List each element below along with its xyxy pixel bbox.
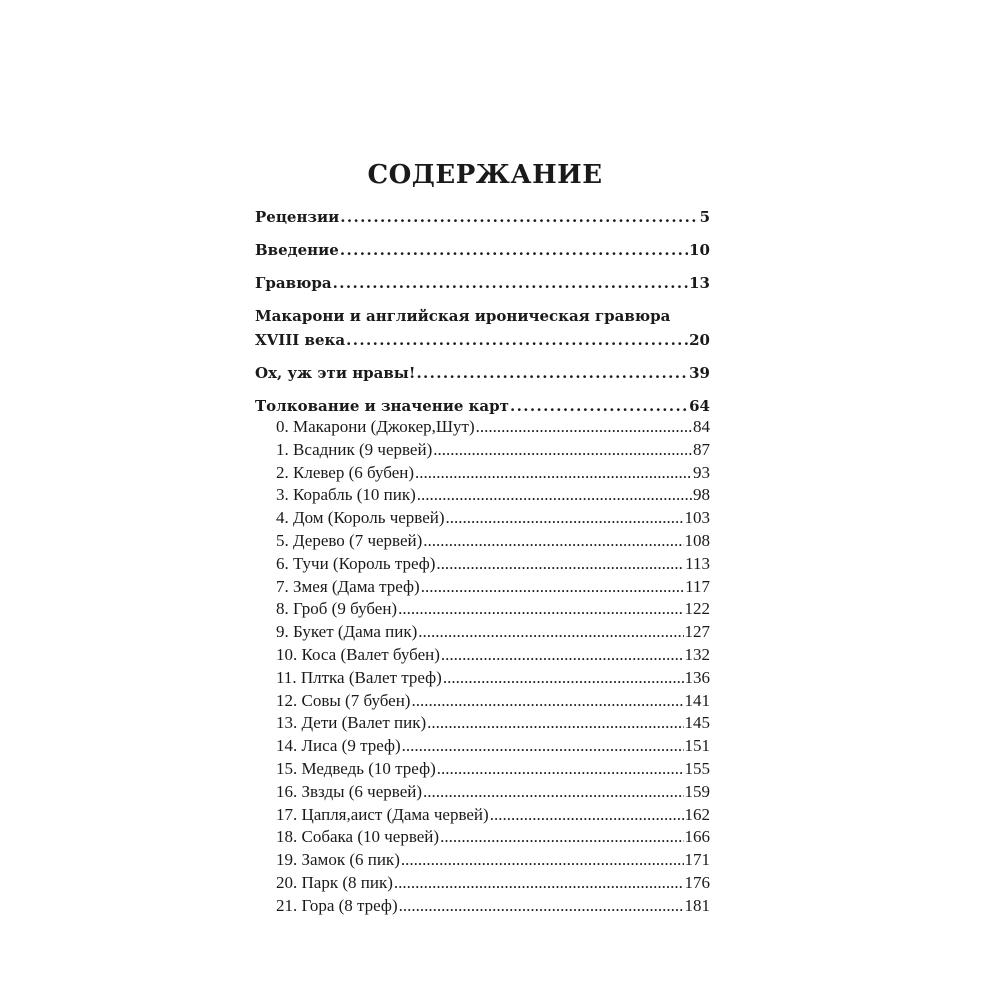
toc-card-entry[interactable]: [276, 781, 710, 804]
toc-entry-page: 155: [684, 758, 710, 778]
toc-entry-page: 122: [684, 599, 710, 619]
dot-leader: [446, 507, 684, 530]
dot-leader: [441, 644, 684, 667]
dot-leader: [402, 735, 684, 758]
toc-entry-page: 159: [684, 781, 710, 801]
dot-leader: [427, 712, 683, 735]
toc-card-entry[interactable]: [276, 484, 710, 507]
toc-entry-page: 108: [684, 530, 710, 550]
toc-entry-manners[interactable]: [255, 363, 710, 383]
toc-entry-reviews[interactable]: [255, 207, 710, 227]
toc-entry-page: 5: [699, 208, 710, 226]
toc-entry-page: 93: [693, 462, 710, 482]
dot-leader: [423, 781, 683, 804]
toc-entry-page: 127: [684, 622, 710, 642]
toc-entry-page: 117: [685, 576, 710, 596]
dot-leader: [415, 462, 692, 485]
toc-entry-label: 3. Корабль (10 пик): [276, 485, 416, 505]
table-of-contents: [255, 207, 710, 918]
toc-entry-introduction[interactable]: [255, 240, 710, 260]
toc-entry-engraving[interactable]: [255, 273, 710, 293]
toc-entry-page: 87: [693, 439, 710, 459]
toc-entry-label: 12. Совы (7 бубен): [276, 690, 411, 710]
toc-entry-label: 10. Коса (Валет бубен): [276, 644, 440, 664]
toc-entry-page: 39: [689, 364, 710, 382]
dot-leader: [417, 484, 692, 507]
toc-entry-page: 113: [685, 553, 710, 573]
dot-leader: [423, 530, 683, 553]
toc-entry-page: 103: [684, 508, 710, 528]
toc-card-entry[interactable]: [276, 576, 710, 599]
toc-card-entry[interactable]: [276, 804, 710, 827]
toc-card-entry[interactable]: [276, 507, 710, 530]
toc-entry-page: 84: [693, 417, 710, 436]
toc-entry-page: 176: [684, 872, 710, 892]
toc-entry-page: 132: [684, 644, 710, 664]
toc-entry-label: 8. Гроб (9 бубен): [276, 599, 398, 619]
dot-leader: [416, 363, 688, 383]
toc-entry-label: 17. Цапля,аист (Дама червей): [276, 804, 489, 824]
dot-leader: [394, 872, 684, 895]
dot-leader: [443, 667, 684, 690]
toc-entry-card-meanings[interactable]: [255, 396, 710, 416]
toc-card-entry[interactable]: [276, 598, 710, 621]
toc-entry-label: Введение: [255, 241, 339, 259]
toc-entry-page: 166: [684, 827, 710, 847]
dot-leader: [398, 598, 683, 621]
toc-card-entry[interactable]: [276, 621, 710, 644]
toc-entry-label: XVIII века: [255, 331, 346, 349]
dot-leader: [421, 576, 684, 599]
toc-card-entry[interactable]: [276, 895, 710, 918]
dot-leader: [440, 826, 683, 849]
dot-leader: [490, 804, 684, 827]
toc-entry-label: 13. Дети (Валет пик): [276, 713, 427, 733]
toc-card-entry[interactable]: [276, 712, 710, 735]
toc-entry-page: 20: [689, 331, 710, 349]
dot-leader: [433, 439, 692, 462]
toc-entry-label: 0. Макарони (Джокер,Шут): [276, 417, 475, 436]
toc-entry-label: 19. Замок (6 пик): [276, 850, 400, 870]
toc-entry-page: 136: [684, 667, 710, 687]
toc-entry-label: 14. Лиса (9 треф): [276, 736, 401, 756]
toc-card-entry[interactable]: [276, 530, 710, 553]
dot-leader: [346, 330, 688, 350]
toc-entry-page: 64: [689, 397, 710, 415]
toc-entry-label: 11. Плтка (Валет треф): [276, 667, 442, 687]
dot-leader: [401, 849, 684, 872]
toc-card-entry[interactable]: [276, 849, 710, 872]
toc-card-entry[interactable]: [276, 416, 710, 439]
toc-entry-label: Ох, уж эти нравы!: [255, 364, 416, 382]
toc-entry-page: 162: [684, 804, 710, 824]
toc-entry-page: 171: [684, 850, 710, 870]
toc-card-entry[interactable]: [276, 644, 710, 667]
toc-entry-label: Толкование и значение карт: [255, 397, 509, 415]
toc-entry-label: 6. Тучи (Король треф): [276, 553, 436, 573]
toc-card-entry[interactable]: [276, 735, 710, 758]
toc-entry-label: 16. Звзды (6 червей): [276, 781, 423, 801]
dot-leader: [436, 553, 684, 576]
toc-entry-label: Рецензии: [255, 208, 340, 226]
toc-card-entry[interactable]: [276, 462, 710, 485]
toc-card-entry[interactable]: [276, 758, 710, 781]
toc-entry-page: 13: [689, 274, 710, 292]
dot-leader: [510, 396, 688, 416]
toc-entry-label: 21. Гора (8 треф): [276, 895, 398, 915]
toc-card-entry[interactable]: [276, 872, 710, 895]
toc-entry-macaroni-line1[interactable]: Макарони и английская ироническая гравюра: [255, 307, 671, 325]
dot-leader: [333, 273, 689, 293]
page-title: СОДЕРЖАНИЕ: [367, 160, 603, 190]
toc-entry-label: 2. Клевер (6 бубен): [276, 462, 415, 482]
dot-leader: [340, 240, 688, 260]
dot-leader: [418, 621, 683, 644]
toc-entry-label: Гравюра: [255, 274, 332, 292]
toc-entry-page: 141: [684, 690, 710, 710]
toc-entry-label: 4. Дом (Король червей): [276, 508, 445, 528]
toc-entry-page: 145: [684, 713, 710, 733]
dot-leader: [399, 895, 684, 918]
toc-entry-page: 181: [684, 895, 710, 915]
toc-card-entry[interactable]: [276, 667, 710, 690]
toc-card-entry[interactable]: [276, 439, 710, 462]
toc-entry-page: 98: [693, 485, 710, 505]
dot-leader: [437, 758, 684, 781]
toc-entry-label: 1. Всадник (9 червей): [276, 439, 433, 459]
toc-entry-page: 10: [689, 241, 710, 259]
dot-leader: [476, 416, 692, 439]
toc-card-entry[interactable]: [276, 553, 710, 576]
dot-leader: [340, 207, 698, 227]
toc-card-entry[interactable]: [276, 826, 710, 849]
toc-entry-macaroni-engraving[interactable]: [255, 330, 710, 350]
toc-entry-label: 20. Парк (8 пик): [276, 872, 393, 892]
toc-entry-label: 15. Медведь (10 треф): [276, 758, 436, 778]
toc-entry-label: 9. Букет (Дама пик): [276, 622, 418, 642]
toc-entry-page: 151: [684, 736, 710, 756]
card-entry-list: [255, 416, 710, 918]
toc-entry-label: 18. Собака (10 червей): [276, 827, 440, 847]
toc-entry-label: 7. Змея (Дама треф): [276, 576, 420, 596]
dot-leader: [411, 690, 683, 713]
toc-entry-label: 5. Дерево (7 червей): [276, 530, 423, 550]
toc-card-entry[interactable]: [276, 690, 710, 713]
